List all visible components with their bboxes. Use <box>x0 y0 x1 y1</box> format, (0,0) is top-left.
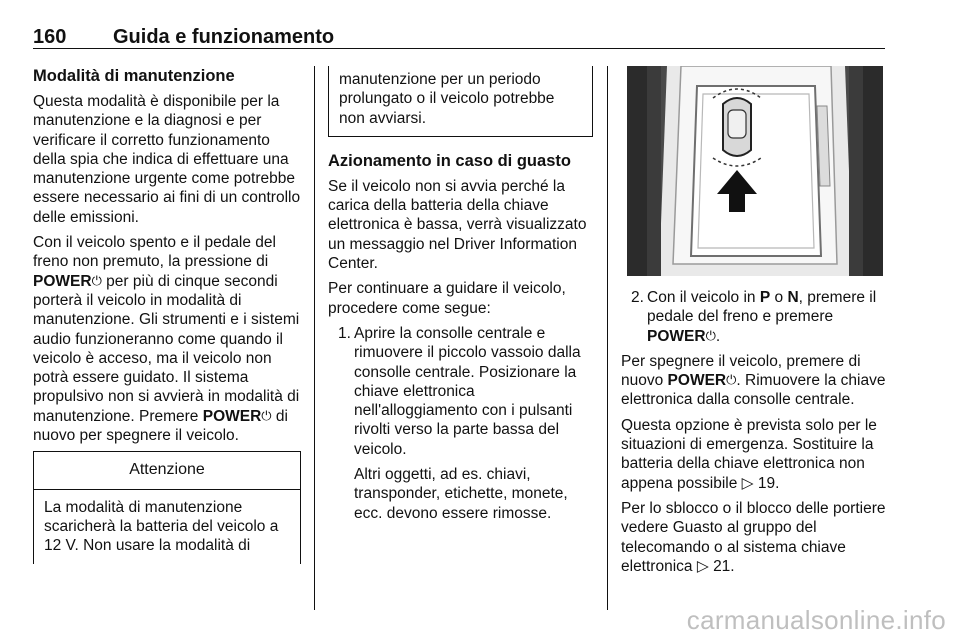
page-header <box>33 26 885 49</box>
power-keyword: POWER <box>202 407 262 425</box>
power-keyword: POWER <box>647 327 706 345</box>
power-keyword: POWER <box>33 272 92 290</box>
text: , premere il pedale del freno e premere <box>647 289 877 326</box>
power-keyword: POWER <box>667 372 727 390</box>
warning-box <box>33 451 301 563</box>
column-divider <box>314 66 315 610</box>
list-item <box>328 324 593 523</box>
console-key-figure <box>627 66 883 276</box>
column-3 <box>621 66 887 582</box>
warning-text-continued: manutenzione per un periodo prolungato o il veicolo potrebbe non avviarsi. <box>339 71 555 127</box>
text: . <box>715 327 721 345</box>
steps-list <box>621 288 887 346</box>
paragraph <box>621 352 887 410</box>
heading-maintenance-mode: Modalità di manutenzione <box>33 67 235 85</box>
paragraph <box>621 416 887 493</box>
step-text <box>647 288 887 346</box>
gear-p: P <box>759 289 771 306</box>
column-2 <box>328 66 593 529</box>
warning-box-continued <box>328 66 593 137</box>
step-note: Altri oggetti, ad es. chiavi, transponder, etichette, monete, ecc. devono essere rimosse. <box>354 466 568 522</box>
gear-n: N <box>787 289 799 306</box>
step-number: 2. <box>631 289 644 306</box>
text: o <box>770 289 788 306</box>
power-icon: ⏻ <box>726 372 737 388</box>
triangle-ref-icon: ▷ <box>741 474 754 492</box>
text: Per lo sblocco o il blocco delle portiere vedere Guasto al gruppo del telecomando o al sistema chiave elettronica <box>621 499 886 575</box>
triangle-ref-icon: ▷ <box>696 557 709 575</box>
paragraph <box>33 233 301 445</box>
paragraph: Se il veicolo non si avvia perché la carica della batteria della chiave elettronica è bassa, verrà visualizzato un messaggio nel Driver Information Center. <box>328 177 587 273</box>
paragraph: Per continuare a guidare il veicolo, procedere come segue: <box>328 280 566 317</box>
step-text: Aprire la consolle centrale e rimuovere il piccolo vassoio dalla consolle centrale. Posizionare la chiave elettronica nell'alloggiamento con i pulsanti rivolti verso la parte bassa del veicolo. <box>354 324 581 458</box>
heading-fault-operation: Azionamento in caso di guasto <box>328 151 571 170</box>
page-ref[interactable]: 19. <box>757 474 780 492</box>
text: Con il veicolo in <box>647 289 760 306</box>
text: Con il veicolo spento e il pedale del freno non premuto, la pressione di <box>33 234 276 271</box>
page-ref[interactable]: 21. <box>713 557 735 575</box>
list-item <box>621 288 887 346</box>
page-number: 160 <box>33 26 67 48</box>
steps-list <box>328 324 593 523</box>
section-title: Guida e funzionamento <box>113 26 335 48</box>
power-icon: ⏻ <box>705 327 716 343</box>
column-divider <box>607 66 608 610</box>
power-icon: ⏻ <box>261 407 272 423</box>
column-1 <box>33 66 301 564</box>
console-illustration <box>627 66 883 276</box>
text: di nuovo per spegnere il veicolo. <box>33 407 288 445</box>
watermark: carmanualsonline.info <box>686 605 946 635</box>
paragraph <box>621 499 887 576</box>
warning-text: La modalità di manutenzione scaricherà la batteria del veicolo a 12 V. Non usare la modalità di <box>44 498 279 555</box>
text: Per spegnere il veicolo, premere di nuovo <box>621 352 861 390</box>
paragraph: Questa modalità è disponibile per la manutenzione e la diagnosi e per verificare il corretto funzionamento della spia che indica di effettuare una manutenzione urgente come potrebbe essere necessario ai fini di un controllo delle emissioni. <box>33 93 301 226</box>
text: . Rimuovere la chiave elettronica dalla consolle centrale. <box>621 372 886 409</box>
power-icon: ⏻ <box>91 272 102 288</box>
text: Questa opzione è prevista solo per le situazioni di emergenza. Sostituire la batteria della chiave elettronica non appena possibile <box>621 416 877 492</box>
warning-title: Attenzione <box>34 452 300 489</box>
step-number: 1. <box>338 324 351 342</box>
text: per più di cinque secondi porterà il veicolo in modalità di manutenzione. Gli strumenti e i sistemi audio funzioneranno come quando il veicolo è acceso, ma il veicolo non potrà essere guidato. Il sistema propulsivo non si avvierà in modalità di manutenzione. Premere <box>33 272 300 425</box>
